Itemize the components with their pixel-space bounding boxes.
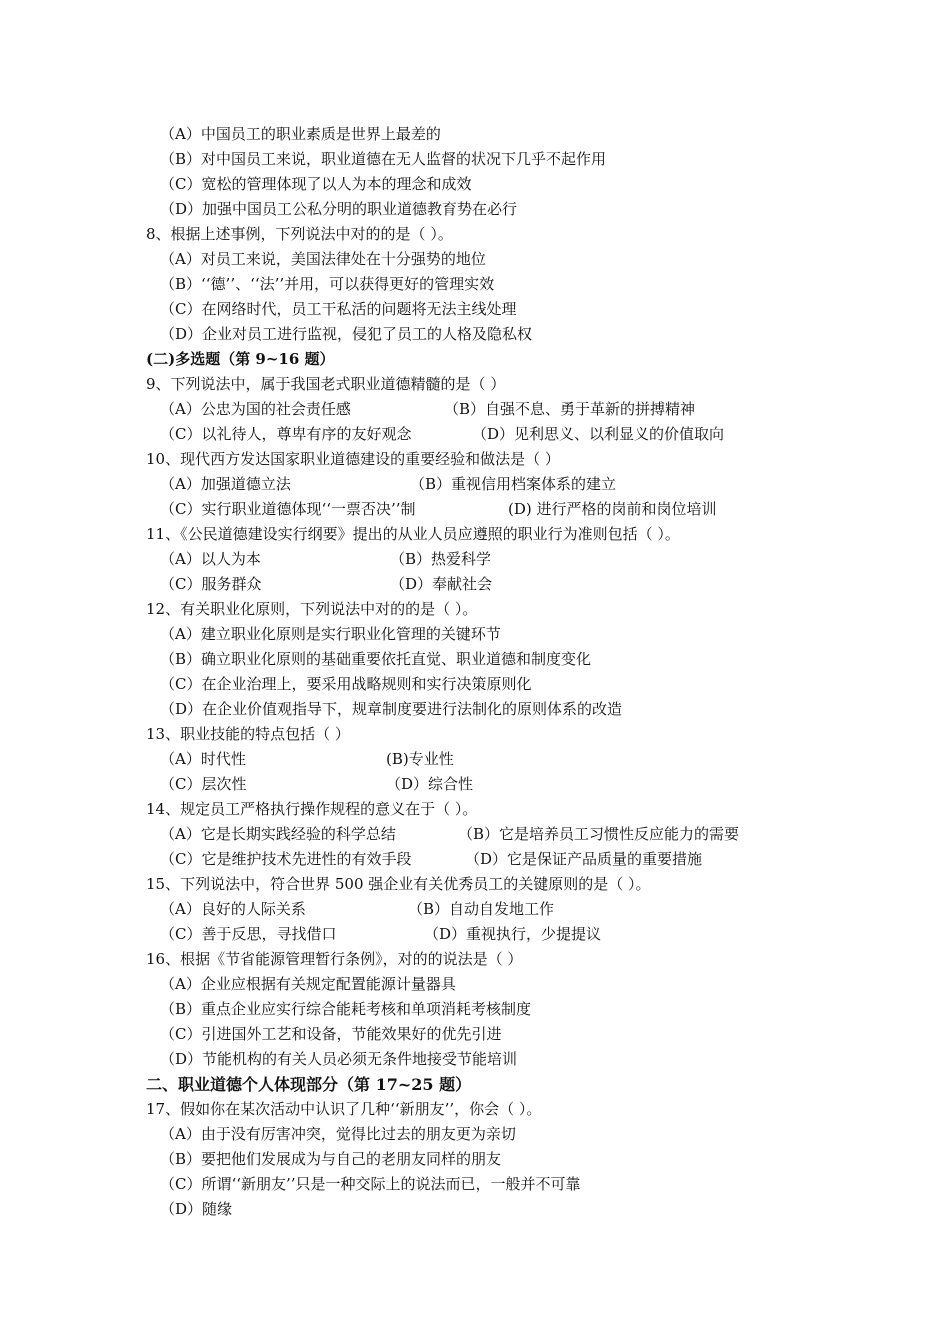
q13-option-c: （C）层次性 — [160, 775, 247, 793]
q15-options-row-2 — [160, 922, 601, 947]
q12-option-c: （C）在企业治理上，要采用战略规则和实行决策原则化 — [160, 675, 532, 693]
q14-options-row-2 — [160, 847, 702, 872]
section-heading-multiple-choice: (二)多选题（第 9~16 题） — [146, 350, 335, 368]
q10-question: 10、现代西方发达国家职业道德建设的重要经验和做法是（ ） — [146, 450, 560, 468]
q13-option-d: （D）综合性 — [386, 775, 474, 793]
q9-option-d: （D）见利思义、以利显义的价值取向 — [472, 425, 725, 443]
q10-option-b: （B）重视信用档案体系的建立 — [410, 475, 617, 493]
q7-option-b: （B）对中国员工来说，职业道德在无人监督的状况下几乎不起作用 — [160, 150, 607, 168]
q14-option-b: （B）它是培养员工习惯性反应能力的需要 — [458, 825, 740, 843]
section-heading-personal: 二、职业道德个人体现部分（第 17~25 题） — [146, 1075, 472, 1094]
q11-option-b: （B）热爱科学 — [390, 550, 492, 568]
q15-option-a: （A）良好的人际关系 — [160, 900, 306, 918]
q13-question: 13、职业技能的特点包括（ ） — [146, 725, 350, 743]
q15-option-c: （C）善于反思，寻找借口 — [160, 925, 337, 943]
q17-option-a: （A）由于没有厉害冲突，觉得比过去的朋友更为亲切 — [160, 1125, 516, 1143]
q12-question: 12、有关职业化原则，下列说法中对的的是（ ）。 — [146, 600, 478, 618]
q15-option-d: （D）重视执行，少提提议 — [424, 925, 602, 943]
q10-option-c: （C）实行职业道德体现‘‘一票否决’’制 — [160, 500, 416, 518]
q9-option-b: （B）自强不息、勇于革新的拼搏精神 — [444, 400, 696, 418]
q11-option-d: （D）奉献社会 — [390, 575, 493, 593]
q10-options-row-2 — [160, 497, 717, 522]
q11-options-row-1 — [160, 547, 491, 572]
q17-option-c: （C）所谓‘‘新朋友’’只是一种交际上的说法而已，一般并不可靠 — [160, 1175, 581, 1193]
q13-option-a: （A）时代性 — [160, 750, 246, 768]
q8-option-d: （D）企业对员工进行监视，侵犯了员工的人格及隐私权 — [160, 325, 533, 343]
q13-options-row-1 — [160, 747, 454, 772]
q8-option-b: （B）‘‘德’’、‘‘法’’并用，可以获得更好的管理实效 — [160, 275, 495, 293]
q10-option-a: （A）加强道德立法 — [160, 475, 291, 493]
q14-option-a: （A）它是长期实践经验的科学总结 — [160, 825, 396, 843]
q16-option-a: （A）企业应根据有关规定配置能源计量器具 — [160, 975, 456, 993]
q12-option-a: （A）建立职业化原则是实行职业化管理的关键环节 — [160, 625, 501, 643]
q14-option-c: （C）它是维护技术先进性的有效手段 — [160, 850, 412, 868]
q15-question: 15、下列说法中，符合世界 500 强企业有关优秀员工的关键原则的是（ ）。 — [146, 875, 651, 893]
q7-option-c: （C）宽松的管理体现了以人为本的理念和成效 — [160, 175, 472, 193]
q9-option-c: （C）以礼待人，尊卑有序的友好观念 — [160, 425, 412, 443]
q8-option-c: （C）在网络时代，员工干私活的问题将无法主线处理 — [160, 300, 517, 318]
q7-option-d: （D）加强中国员工公私分明的职业道德教育势在必行 — [160, 200, 518, 218]
q10-option-d: (D) 进行严格的岗前和岗位培训 — [508, 500, 717, 518]
q11-option-c: （C）服务群众 — [160, 575, 262, 593]
q17-question: 17、假如你在某次活动中认识了几种‘‘新朋友’’，你会（ ）。 — [146, 1100, 542, 1118]
q16-question: 16、根据《节省能源管理暂行条例》，对的的说法是（ ） — [146, 950, 523, 968]
q16-option-b: （B）重点企业应实行综合能耗考核和单项消耗考核制度 — [160, 1000, 532, 1018]
q9-options-row-2 — [160, 422, 724, 447]
q16-option-c: （C）引进国外工艺和设备，节能效果好的优先引进 — [160, 1025, 502, 1043]
q17-option-d: （D）随缘 — [160, 1200, 233, 1218]
q13-options-row-2 — [160, 772, 473, 797]
q16-option-d: （D）节能机构的有关人员必须无条件地接受节能培训 — [160, 1050, 518, 1068]
q11-options-row-2 — [160, 572, 492, 597]
q14-question: 14、规定员工严格执行操作规程的意义在于（ ）。 — [146, 800, 478, 818]
q17-option-b: （B）要把他们发展成为与自己的老朋友同样的朋友 — [160, 1150, 502, 1168]
q11-question: 11、《公民道德建设实行纲要》提出的从业人员应遵照的职业行为准则包括（ ）。 — [146, 525, 680, 543]
q9-question: 9、下列说法中，属于我国老式职业道德精髓的是（ ） — [146, 375, 506, 393]
q12-option-b: （B）确立职业化原则的基础重要依托直觉、职业道德和制度变化 — [160, 650, 592, 668]
q13-option-b: (B)专业性 — [386, 750, 454, 768]
q14-options-row-1 — [160, 822, 739, 847]
q8-question: 8、根据上述事例，下列说法中对的的是（ ）。 — [146, 225, 453, 243]
q12-option-d: （D）在企业价值观指导下，规章制度要进行法制化的原则体系的改造 — [160, 700, 623, 718]
q9-option-a: （A）公忠为国的社会责任感 — [160, 400, 351, 418]
q8-option-a: （A）对员工来说，美国法律处在十分强势的地位 — [160, 250, 486, 268]
q10-options-row-1 — [160, 472, 616, 497]
q7-option-a: （A）中国员工的职业素质是世界上最差的 — [160, 125, 441, 143]
q14-option-d: （D）它是保证产品质量的重要措施 — [465, 850, 703, 868]
q11-option-a: （A）以人为本 — [160, 550, 261, 568]
q9-options-row-1 — [160, 397, 695, 422]
q15-option-b: （B）自动自发地工作 — [408, 900, 555, 918]
q15-options-row-1 — [160, 897, 554, 922]
